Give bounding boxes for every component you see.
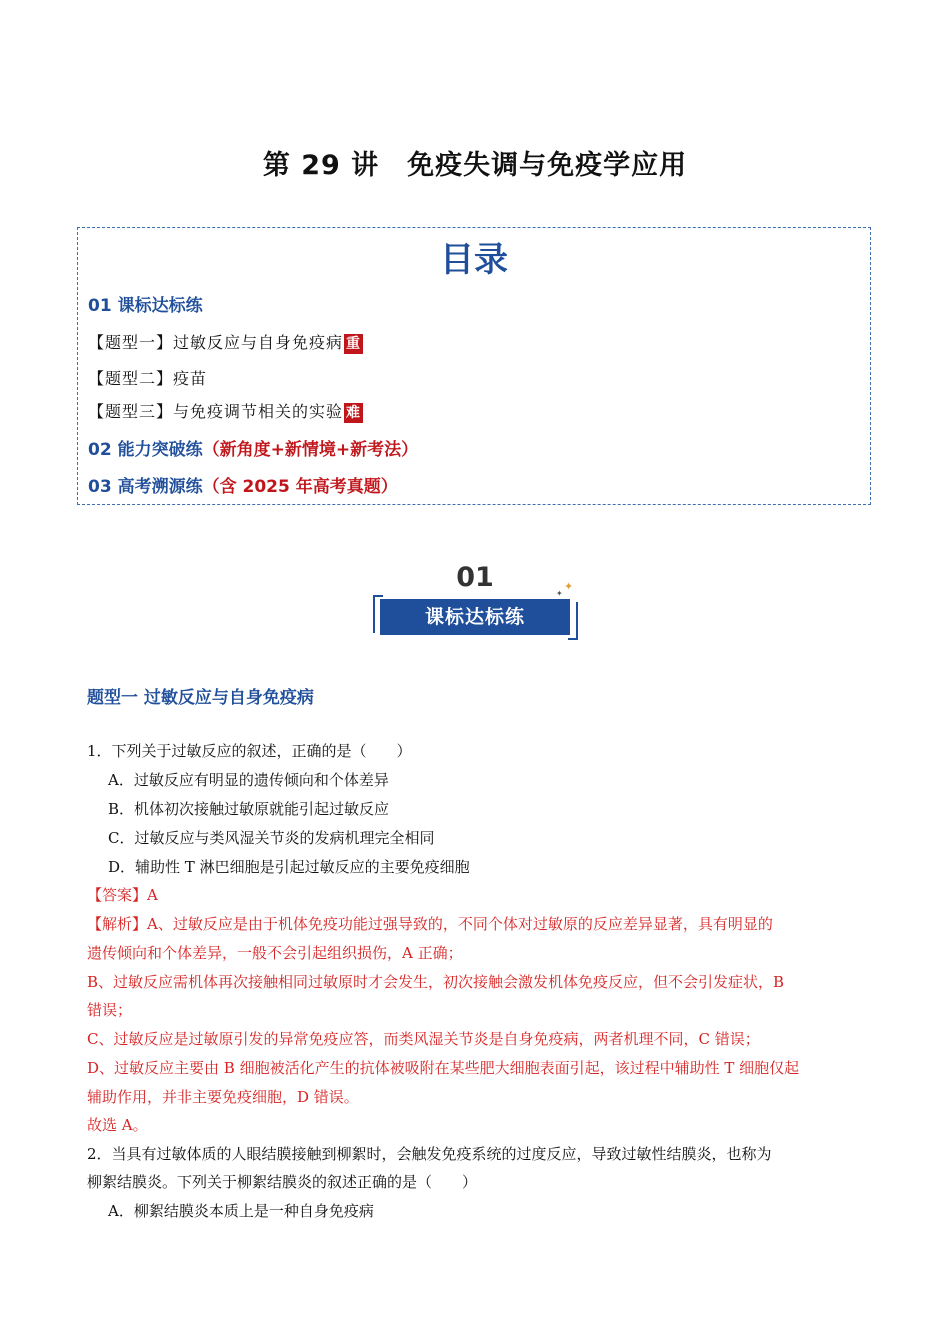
toc-section-02[interactable]: 02 能力突破练（新角度+新情境+新考法） — [88, 440, 419, 460]
q2-stem-line-2: 柳絮结膜炎。下列关于柳絮结膜炎的叙述正确的是（ ） — [87, 1173, 478, 1191]
q1-option-c: C．过敏反应与类风湿关节炎的发病机理完全相同 — [108, 829, 435, 847]
key-badge: 重 — [346, 335, 362, 352]
q1-analysis-line-3: B、过敏反应需机体再次接触相同过敏原时才会发生，初次接触会激发机体免疫反应，但不会引发症状，B — [87, 973, 785, 991]
q2-stem-line-1: 2．当具有过敏体质的人眼结膜接触到柳絮时，会触发免疫系统的过度反应，导致过敏性结膜炎，也称为 — [87, 1145, 772, 1163]
section-title: 题型一 过敏反应与自身免疫病 — [87, 688, 314, 708]
small-sparkle-icon: ✦ — [556, 589, 563, 598]
q1-analysis-line-6: D、过敏反应主要由 B 细胞被活化产生的抗体被吸附在某些肥大细胞表面引起，该过程中辅助性 T 细胞仅起 — [87, 1059, 800, 1077]
q1-option-a: A．过敏反应有明显的遗传倾向和个体差异 — [108, 771, 389, 789]
difficult-badge: 难 — [346, 404, 362, 421]
sparkle-icon: ✦ — [564, 580, 574, 593]
toc-section-03[interactable]: 03 高考溯源练（含 2025 年高考真题） — [88, 477, 398, 497]
q1-option-b: B．机体初次接触过敏原就能引起过敏反应 — [108, 800, 390, 818]
toc-item-type2[interactable]: 【题型二】疫苗 — [88, 369, 208, 388]
table-of-contents — [77, 227, 871, 505]
q1-analysis-line-5: C、过敏反应是过敏原引发的异常免疫应答，而类风湿关节炎是自身免疫病，两者机理不同，C 错误； — [87, 1030, 760, 1048]
page-title: 第 29 讲 免疫失调与免疫学应用 — [262, 150, 688, 181]
section-banner — [370, 562, 582, 644]
q1-analysis-line-2: 遗传倾向和个体差异，一般不会引起组织损伤，A 正确； — [87, 944, 463, 962]
q1-stem: 1．下列关于过敏反应的叙述，正确的是（ ） — [87, 742, 412, 760]
q1-answer: 【答案】A — [87, 886, 158, 904]
q1-analysis-line-4: 错误； — [87, 1001, 133, 1019]
toc-item-type3[interactable]: 【题型三】与免疫调节相关的实验 难 — [88, 402, 362, 421]
q1-analysis-line-1: 【解析】A、过敏反应是由于机体免疫功能过强导致的，不同个体对过敏原的反应差异显著，具有明显的 — [87, 915, 773, 933]
toc-section-01[interactable]: 01 课标达标练 — [88, 296, 203, 316]
q1-option-d: D．辅助性 T 淋巴细胞是引起过敏反应的主要免疫细胞 — [108, 858, 470, 876]
toc-heading: 目录 — [440, 240, 508, 280]
q1-analysis-line-7: 辅助作用，并非主要免疫细胞，D 错误。 — [87, 1088, 359, 1106]
q2-option-a: A．柳絮结膜炎本质上是一种自身免疫病 — [108, 1202, 374, 1220]
q1-conclusion: 故选 A。 — [87, 1116, 148, 1134]
banner-label: 课标达标练 — [380, 599, 570, 635]
banner-number: 01 — [456, 562, 494, 593]
toc-item-type1[interactable]: 【题型一】过敏反应与自身免疫病 重 — [88, 333, 362, 352]
